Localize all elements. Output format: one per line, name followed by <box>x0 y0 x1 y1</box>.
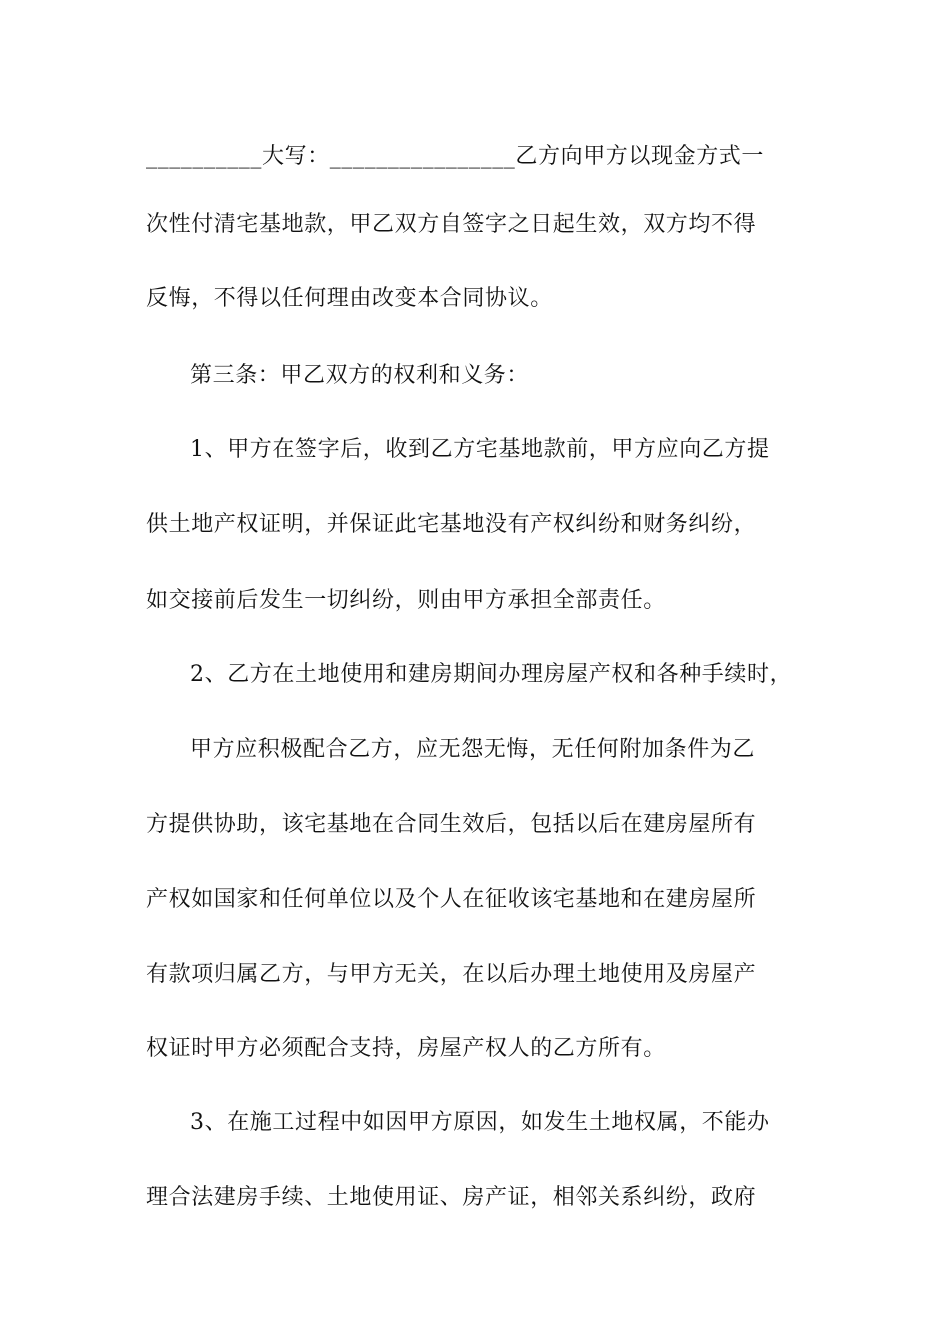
text-line-11: 产权如国家和任何单位以及个人在征收该宅基地和在建房屋所 <box>146 887 757 912</box>
text-line-6: 供土地产权证明，并保证此宅基地没有产权纠纷和财务纠纷， <box>146 512 757 537</box>
text-line-9: 甲方应积极配合乙方，应无怨无悔，无任何附加条件为乙 <box>190 737 756 762</box>
text-line-10: 方提供协助，该宅基地在合同生效后，包括以后在建房屋所有 <box>146 812 757 837</box>
text-line-8: 2、乙方在土地使用和建房期间办理房屋产权和各种手续时， <box>190 662 793 687</box>
text-line-15: 理合法建房手续、土地使用证、房产证，相邻关系纠纷，政府 <box>146 1185 757 1210</box>
text-line-3: 反悔，不得以任何理由改变本合同协议。 <box>146 286 553 311</box>
text-line-7: 如交接前后发生一切纠纷，则由甲方承担全部责任。 <box>146 588 666 613</box>
section-heading-article-3: 第三条：甲乙双方的权利和义务： <box>190 363 530 388</box>
text-line-14: 3、在施工过程中如因甲方原因，如发生土地权属，不能办 <box>190 1110 770 1135</box>
text-line-2: 次性付清宅基地款，甲乙双方自签字之日起生效，双方均不得 <box>146 212 757 237</box>
text-line-13: 权证时甲方必须配合支持，房屋产权人的乙方所有。 <box>146 1036 666 1061</box>
text-line-12: 有款项归属乙方，与甲方无关，在以后办理土地使用及房屋产 <box>146 962 757 987</box>
text-line-1: __________大写：________________乙方向甲方以现金方式一 <box>146 144 765 169</box>
text-line-5: 1、甲方在签字后，收到乙方宅基地款前，甲方应向乙方提 <box>190 437 770 462</box>
